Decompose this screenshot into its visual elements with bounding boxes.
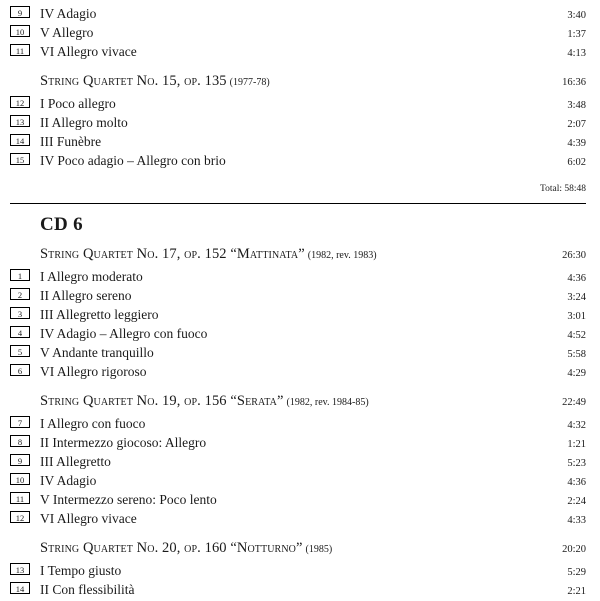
track-number: 12 <box>10 96 30 108</box>
work-title: String Quartet No. 19, op. 156 “Serata” (1982, rev. 1984-85) <box>40 393 369 409</box>
track-duration: 4:36 <box>567 273 586 284</box>
track-duration: 4:36 <box>567 477 586 488</box>
track-row <box>10 416 586 435</box>
track-row <box>10 582 586 601</box>
track-row <box>10 44 586 63</box>
track-title: II Allegro sereno <box>40 288 132 303</box>
track-duration: 2:21 <box>567 586 586 597</box>
track-duration: 3:48 <box>567 100 586 111</box>
disc-total-label: Total: 58:48 <box>539 184 586 194</box>
track-title: III Allegretto <box>40 454 111 469</box>
track-title: II Allegro molto <box>40 115 128 130</box>
track-number: 14 <box>10 134 30 146</box>
track-duration: 4:33 <box>567 515 586 526</box>
track-number: 5 <box>10 345 30 357</box>
track-title: IV Poco adagio – Allegro con brio <box>40 153 226 168</box>
track-title: IV Adagio <box>40 473 97 488</box>
work-heading <box>10 540 586 563</box>
disc-total-row <box>10 184 586 194</box>
track-number: 3 <box>10 307 30 319</box>
disc-heading: CD 6 <box>40 214 83 235</box>
track-number: 10 <box>10 473 30 485</box>
track-row <box>10 6 586 25</box>
track-duration: 2:07 <box>567 119 586 130</box>
work-duration: 20:20 <box>562 544 586 555</box>
track-title: VI Allegro vivace <box>40 44 137 59</box>
track-duration: 3:24 <box>567 292 586 303</box>
track-duration: 4:29 <box>567 368 586 379</box>
track-row <box>10 435 586 454</box>
track-row <box>10 307 586 326</box>
work-title: String Quartet No. 17, op. 152 “Mattinata” (1982, rev. 1983) <box>40 246 377 262</box>
track-number: 15 <box>10 153 30 165</box>
track-title: VI Allegro vivace <box>40 511 137 526</box>
track-row <box>10 153 586 172</box>
work-duration: 26:30 <box>562 250 586 261</box>
track-number: 12 <box>10 511 30 523</box>
track-title: IV Adagio – Allegro con fuoco <box>40 326 208 341</box>
track-row <box>10 326 586 345</box>
track-number: 9 <box>10 6 30 18</box>
work-heading <box>10 73 586 96</box>
track-number: 1 <box>10 269 30 281</box>
track-title: V Intermezzo sereno: Poco lento <box>40 492 217 507</box>
track-row <box>10 454 586 473</box>
track-number: 10 <box>10 25 30 37</box>
track-number: 11 <box>10 44 30 56</box>
track-row <box>10 563 586 582</box>
track-row <box>10 492 586 511</box>
track-duration: 5:58 <box>567 349 586 360</box>
track-row <box>10 269 586 288</box>
track-title: III Funèbre <box>40 134 102 149</box>
track-duration: 4:32 <box>567 420 586 431</box>
track-duration: 5:23 <box>567 458 586 469</box>
work-duration: 16:36 <box>562 77 586 88</box>
track-row <box>10 25 586 44</box>
track-title: I Allegro con fuoco <box>40 416 146 431</box>
track-title: V Allegro <box>40 25 94 40</box>
track-duration: 3:40 <box>567 10 586 21</box>
work-track-list <box>10 269 586 383</box>
track-row <box>10 364 586 383</box>
track-number: 11 <box>10 492 30 504</box>
track-duration: 6:02 <box>567 157 586 168</box>
section-divider <box>10 203 586 204</box>
track-number: 8 <box>10 435 30 447</box>
track-number: 4 <box>10 326 30 338</box>
work-duration: 22:49 <box>562 397 586 408</box>
track-title: I Poco allegro <box>40 96 116 111</box>
track-row <box>10 288 586 307</box>
track-number: 6 <box>10 364 30 376</box>
track-title: IV Adagio <box>40 6 97 21</box>
track-duration: 5:29 <box>567 567 586 578</box>
track-title: I Tempo giusto <box>40 563 122 578</box>
track-title: II Con flessibilità <box>40 582 135 597</box>
track-row <box>10 345 586 364</box>
track-duration: 2:24 <box>567 496 586 507</box>
track-duration: 1:37 <box>567 29 586 40</box>
track-list-continued <box>10 6 586 63</box>
track-row <box>10 473 586 492</box>
track-row <box>10 115 586 134</box>
track-number: 13 <box>10 115 30 127</box>
track-duration: 4:13 <box>567 48 586 59</box>
track-title: V Andante tranquillo <box>40 345 154 360</box>
track-number: 14 <box>10 582 30 594</box>
track-title: VI Allegro rigoroso <box>40 364 147 379</box>
work-track-list <box>10 563 586 601</box>
work-track-list <box>10 416 586 530</box>
work-title: String Quartet No. 20, op. 160 “Notturno” (1985) <box>40 540 333 556</box>
work-track-list <box>10 96 586 172</box>
track-title: III Allegretto leggiero <box>40 307 159 322</box>
track-row <box>10 511 586 530</box>
track-duration: 3:01 <box>567 311 586 322</box>
track-number: 7 <box>10 416 30 428</box>
track-number: 13 <box>10 563 30 575</box>
work-title: String Quartet No. 15, op. 135 (1977-78) <box>40 73 270 89</box>
work-heading <box>10 393 586 416</box>
track-row <box>10 134 586 153</box>
track-number: 9 <box>10 454 30 466</box>
track-title: I Allegro moderato <box>40 269 143 284</box>
track-duration: 4:39 <box>567 138 586 149</box>
track-number: 2 <box>10 288 30 300</box>
track-title: II Intermezzo giocoso: Allegro <box>40 435 207 450</box>
track-duration: 4:52 <box>567 330 586 341</box>
work-heading <box>10 246 586 269</box>
track-duration: 1:21 <box>567 439 586 450</box>
track-row <box>10 96 586 115</box>
